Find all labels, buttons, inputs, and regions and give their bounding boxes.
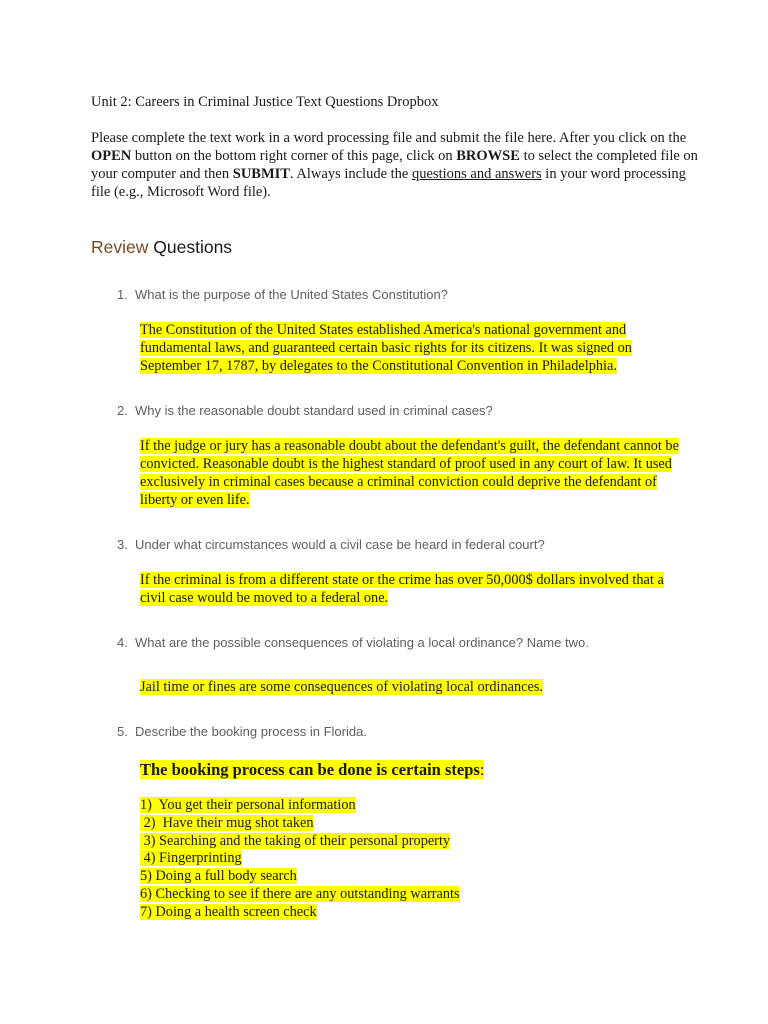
question-text: Describe the booking process in Florida.	[135, 724, 367, 739]
booking-step-4: 4) Fingerprinting	[140, 850, 242, 867]
instructions-text-2: button on the bottom right corner of this page, click on	[131, 148, 457, 164]
question-number: 2.	[117, 403, 128, 418]
review-questions-heading	[91, 236, 232, 258]
heading-word-review: Review	[91, 237, 149, 257]
question-text: Under what circumstances would a civil case be heard in federal court?	[135, 537, 545, 552]
question-number: 4.	[117, 635, 128, 650]
booking-step-3: 3) Searching and the taking of their personal property	[140, 832, 451, 849]
heading-word-questions: Questions	[153, 237, 233, 257]
answer-text: Jail time or fines are some consequences of violating local ordinances.	[140, 679, 543, 695]
question-3	[117, 537, 545, 553]
question-1	[117, 287, 448, 303]
booking-step-2: 2) Have their mug shot taken	[140, 814, 314, 831]
question-5	[117, 724, 367, 740]
booking-step-5: 5) Doing a full body search	[140, 868, 297, 885]
booking-step-7: 7) Doing a health screen check	[140, 903, 317, 920]
booking-step-1: 1) You get their personal information	[140, 797, 356, 813]
question-number: 1.	[117, 287, 128, 302]
answer-4	[140, 678, 680, 696]
answer-text: If the criminal is from a different state or the crime has over 50,000$ dollars involved that a civil case would be moved to a federal one.	[140, 572, 664, 606]
booking-process-heading	[140, 759, 484, 780]
instructions-text-4: . Always include the	[289, 166, 412, 182]
booking-steps-list	[140, 797, 460, 922]
open-keyword: OPEN	[91, 148, 132, 164]
document-title: Unit 2: Careers in Criminal Justice Text Questions Dropbox	[91, 94, 439, 110]
answer-3	[140, 571, 680, 607]
submit-keyword: SUBMIT	[232, 166, 290, 182]
booking-step-6: 6) Checking to see if there are any outstanding warrants	[140, 885, 460, 902]
booking-heading-colon: :	[479, 760, 485, 779]
answer-text: If the judge or jury has a reasonable doubt about the defendant's guilt, the defendant cannot be convicted. Reasonable doubt is the highest standard of proof used in any court of law. It used exclusively in criminal cases because a criminal conviction could deprive the defendant of liberty or even life.	[140, 438, 679, 508]
answer-text: The Constitution of the United States established America's national government and fundamental laws, and guaranteed certain basic rights for its citizens. It was signed on September 17, 1787, by delegates to the Constitutional Convention in Philadelphia.	[140, 322, 632, 374]
questions-and-answers-underlined: questions and answers	[412, 166, 542, 182]
question-2	[117, 403, 493, 419]
instructions-text-5: in your word processing file (e.g., Microsoft Word file).	[91, 166, 686, 200]
question-text: Why is the reasonable doubt standard used in criminal cases?	[135, 403, 493, 418]
instructions-text-1: Please complete the text work in a word processing file and submit the file here. After you click on the	[91, 130, 687, 146]
instructions-text-3: to select the completed file on your computer and then	[91, 148, 698, 182]
instructions-paragraph	[91, 129, 701, 201]
booking-heading-text: The booking process can be done is certain steps	[140, 760, 480, 779]
answer-2	[140, 437, 680, 509]
answer-1	[140, 321, 680, 375]
question-4	[117, 635, 589, 651]
question-number: 3.	[117, 537, 128, 552]
question-text: What is the purpose of the United States Constitution?	[135, 287, 448, 302]
browse-keyword: BROWSE	[456, 148, 520, 164]
question-number: 5.	[117, 724, 128, 739]
question-text: What are the possible consequences of violating a local ordinance? Name two.	[135, 635, 589, 650]
